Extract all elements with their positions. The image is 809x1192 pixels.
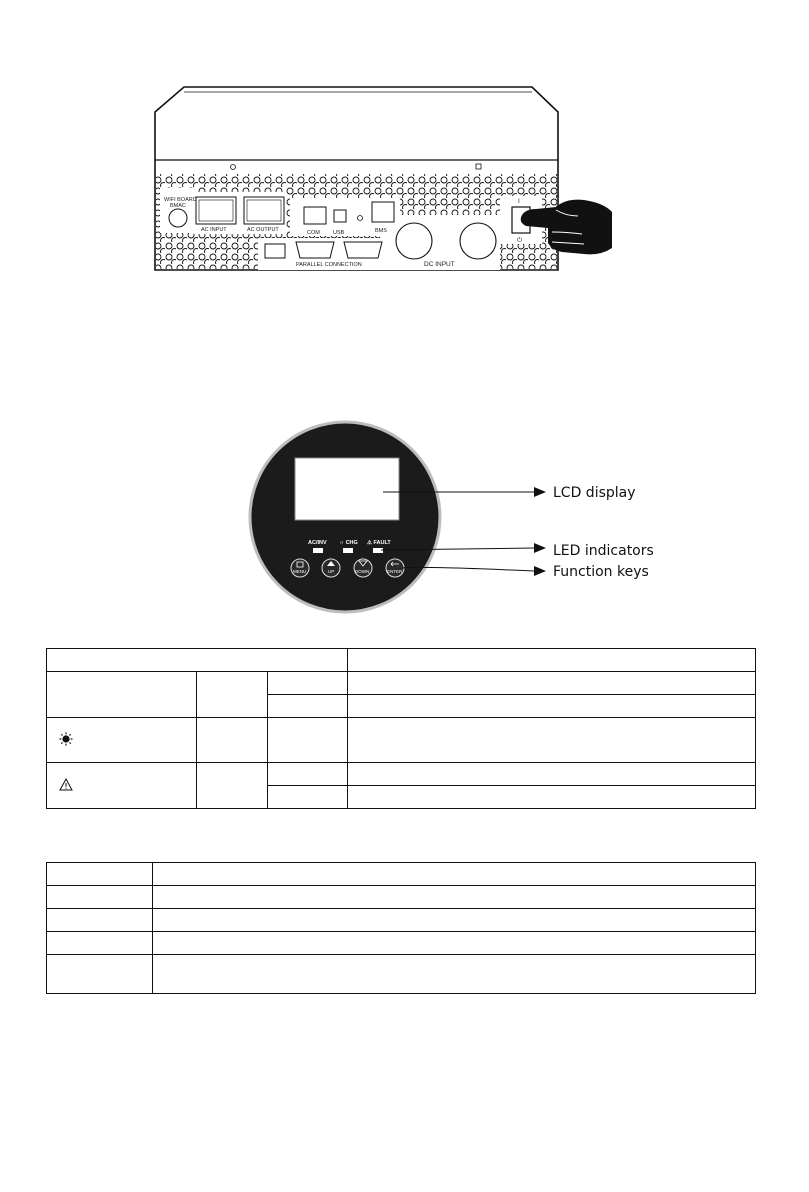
table-cell: [197, 672, 268, 718]
svg-text:ENTER: ENTER: [387, 569, 403, 574]
table-cell: [268, 672, 348, 695]
table-cell: [47, 863, 153, 886]
ac-output-label: AC OUTPUT: [247, 227, 279, 233]
table-cell: [268, 763, 348, 786]
table-cell: [348, 672, 756, 695]
lcd-display-callout: LCD display: [553, 485, 636, 501]
table-cell: [47, 718, 197, 763]
led-fault: [373, 548, 383, 553]
table-cell: [47, 955, 153, 994]
function-keys-callout: Function keys: [553, 564, 649, 580]
table-cell: [47, 672, 197, 718]
ac-input-label: AC INPUT: [201, 227, 227, 233]
com-label: COM: [307, 230, 320, 236]
led-ac-inv: [313, 548, 323, 553]
table-row: [47, 718, 756, 763]
table-cell: [153, 886, 756, 909]
parallel-label: PARALLEL CONNECTION: [296, 262, 362, 268]
table-header-row: [47, 649, 756, 672]
up-key[interactable]: [322, 559, 340, 577]
inverter-rear-panel: [155, 87, 558, 270]
down-key[interactable]: [354, 559, 372, 577]
svg-text:DOWN: DOWN: [355, 569, 370, 574]
table-cell: [348, 649, 756, 672]
table-cell: [47, 932, 153, 955]
led-label-chg: ☼ CHG: [339, 540, 358, 546]
led-label-ac-inv: AC/INV: [308, 540, 327, 546]
control-panel: [250, 422, 440, 612]
table-cell: [47, 886, 153, 909]
table-row: [47, 763, 756, 786]
led-indicator-table: [46, 648, 756, 809]
table-row: [47, 955, 756, 994]
table-cell: [47, 909, 153, 932]
menu-key[interactable]: [291, 559, 309, 577]
table-row: [47, 886, 756, 909]
table-cell: [348, 786, 756, 809]
table-cell: [348, 718, 756, 763]
table-cell: [47, 763, 197, 809]
switch-on-label: I: [518, 198, 520, 205]
table-cell: [348, 763, 756, 786]
svg-text:UP: UP: [328, 569, 335, 574]
lcd-screen: [295, 458, 399, 520]
table-row: [47, 932, 756, 955]
table-cell: [197, 763, 268, 809]
table-cell: [153, 955, 756, 994]
dc-input-label: DC INPUT: [424, 261, 455, 268]
table-row: [47, 863, 756, 886]
wifi-label-2: BMAC: [170, 203, 186, 209]
sun-icon: [59, 732, 73, 746]
wifi-label: WIFI BOARD: [164, 197, 197, 203]
table-cell: [197, 718, 268, 763]
led-chg: [343, 548, 353, 553]
table-cell: [268, 718, 348, 763]
led-label-fault: ⚠ FAULT: [367, 540, 391, 546]
usb-label: USB: [333, 230, 345, 236]
table-cell: [348, 695, 756, 718]
svg-text:MENU: MENU: [293, 569, 307, 574]
table-row: [47, 909, 756, 932]
table-cell: [153, 932, 756, 955]
table-row: [47, 672, 756, 695]
warning-triangle-icon: [59, 778, 73, 791]
table-cell: [153, 909, 756, 932]
table-cell: [47, 649, 348, 672]
table-cell: [153, 863, 756, 886]
function-key-table: [46, 862, 756, 994]
table-cell: [268, 695, 348, 718]
enter-key[interactable]: [386, 559, 404, 577]
switch-off-label: ⏻: [517, 237, 523, 244]
bms-label: BMS: [375, 228, 387, 234]
table-cell: [268, 786, 348, 809]
led-indicators-callout: LED indicators: [553, 543, 654, 559]
